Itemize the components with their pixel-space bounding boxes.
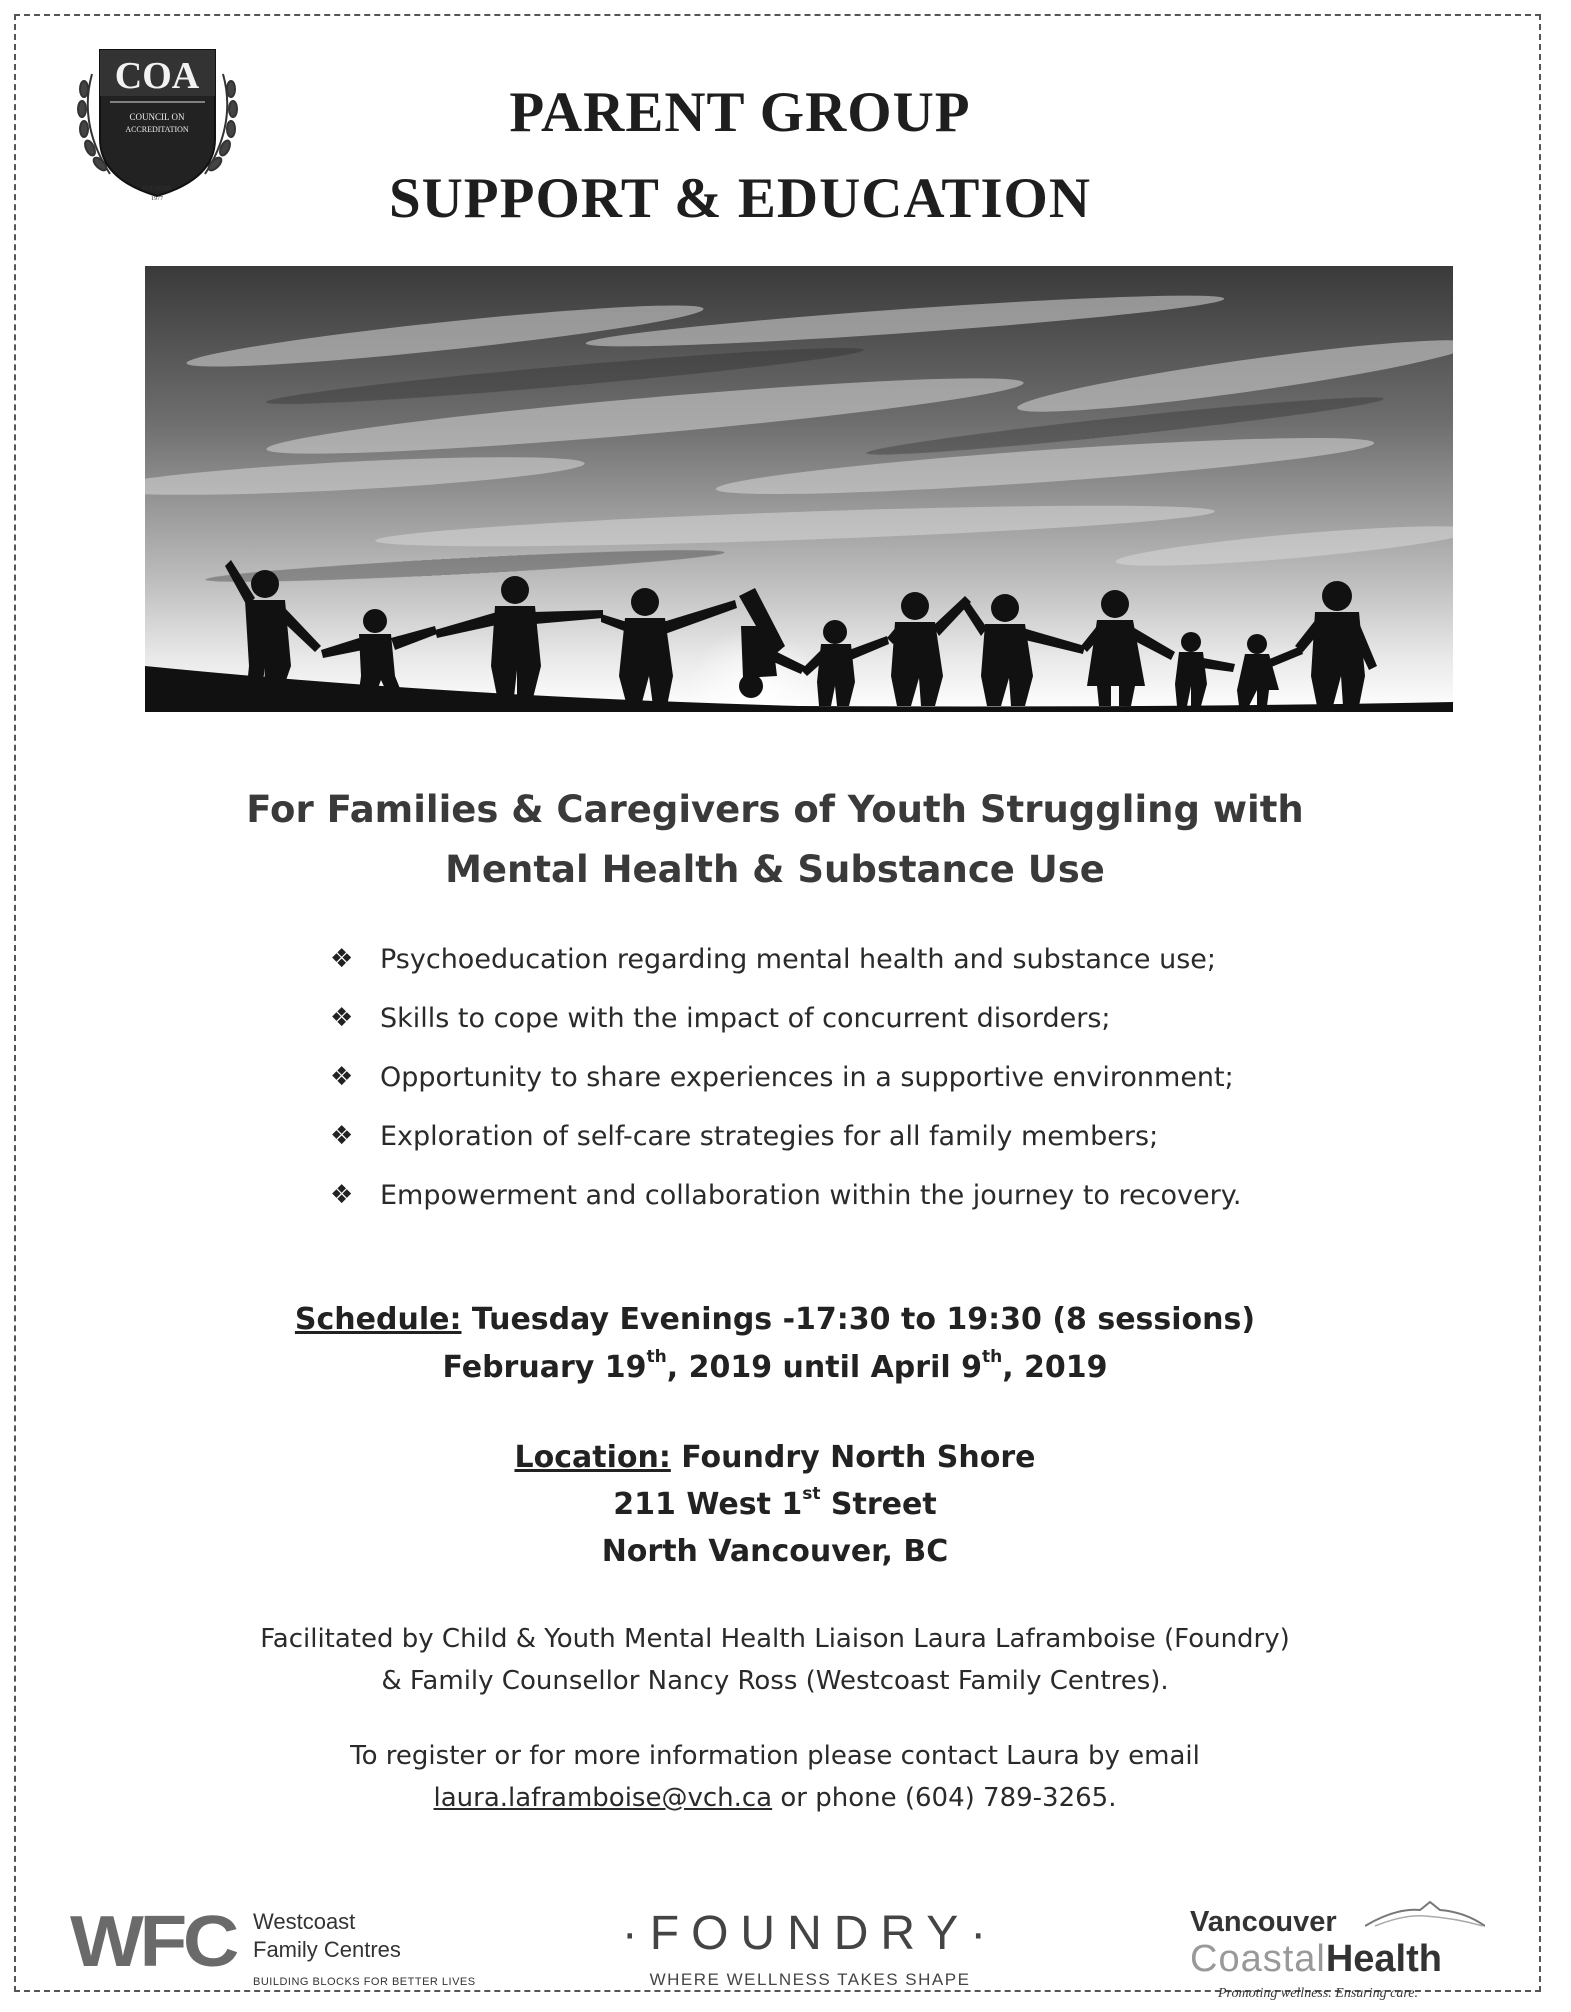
- subtitle: [200, 780, 1350, 900]
- street-name: Street: [820, 1487, 937, 1522]
- wfc-tagline: BUILDING BLOCKS FOR BETTER LIVES: [253, 1976, 476, 1988]
- street-number: 211 West 1: [613, 1487, 803, 1522]
- subtitle-line-2: Mental Health & Substance Use: [445, 848, 1105, 891]
- contact-info: [200, 1735, 1350, 1819]
- location: [200, 1434, 1350, 1575]
- list-item: [330, 1048, 1330, 1107]
- bullet-text: Opportunity to share experiences in a supportive environment;: [380, 1062, 1234, 1093]
- vch-logo: [1180, 1898, 1520, 2001]
- coa-year: 1977: [151, 196, 163, 202]
- email-link[interactable]: laura.laframboise@vch.ca: [433, 1783, 773, 1813]
- coa-logo: [70, 44, 245, 204]
- coa-line1: COUNCIL ON: [129, 112, 185, 122]
- coa-founded: FOUNDED: [142, 186, 172, 192]
- location-name: Foundry North Shore: [670, 1440, 1036, 1475]
- subtitle-line-1: For Families & Caregivers of Youth Struggling with: [246, 788, 1304, 831]
- vch-line-2: [1190, 1938, 1442, 1981]
- bullet-text: Psychoeducation regarding mental health and substance use;: [380, 944, 1217, 975]
- list-item: [330, 1107, 1330, 1166]
- date-end: , 2019: [1002, 1350, 1108, 1385]
- contact-line-1: To register or for more information please contact Laura by email: [350, 1741, 1200, 1771]
- wfc-logo: [70, 1900, 490, 1990]
- diamond-bullet-icon: ❖: [330, 1121, 354, 1151]
- date-start: February 19: [442, 1350, 647, 1385]
- location-city: North Vancouver, BC: [601, 1534, 949, 1569]
- wfc-name-line-1: Westcoast: [253, 1909, 356, 1934]
- schedule-text: Tuesday Evenings -17:30 to 19:30 (8 sessions): [461, 1302, 1256, 1337]
- coa-line2: ACCREDITATION: [125, 125, 189, 134]
- list-item: [330, 1166, 1330, 1225]
- bullet-text: Skills to cope with the impact of concurrent disorders;: [380, 1003, 1111, 1034]
- diamond-bullet-icon: ❖: [330, 1003, 354, 1033]
- coa-letters: COA: [114, 55, 200, 97]
- foundry-tagline: WHERE WELLNESS TAKES SHAPE: [649, 1970, 971, 1989]
- vch-coastal: Coastal: [1190, 1938, 1326, 1980]
- location-line: [200, 1434, 1350, 1481]
- list-item: [330, 930, 1330, 989]
- wfc-letters: WFC: [70, 1908, 239, 1970]
- date-end-suffix: th: [981, 1347, 1003, 1367]
- title-line-1: PARENT GROUP: [509, 81, 971, 144]
- date-start-suffix: th: [646, 1347, 667, 1367]
- location-street: [200, 1481, 1350, 1528]
- facilitators: [200, 1618, 1350, 1702]
- vch-line-1: Vancouver: [1190, 1906, 1337, 1938]
- bullet-list: [330, 930, 1330, 1225]
- diamond-bullet-icon: ❖: [330, 944, 354, 974]
- header-photo: [145, 266, 1453, 712]
- mountain-icon: [1365, 1898, 1485, 1928]
- schedule-dates: [200, 1344, 1350, 1392]
- facilitators-line-1: Facilitated by Child & Youth Mental Health Liaison Laura Laframboise (Foundry): [260, 1624, 1290, 1654]
- schedule: [200, 1296, 1350, 1392]
- wfc-letters-graphic: [70, 1908, 240, 1970]
- facilitators-line-2: & Family Counsellor Nancy Ross (Westcoast Family Centres).: [381, 1666, 1169, 1696]
- vch-tagline: Promoting wellness. Ensuring care.: [1218, 1986, 1419, 2001]
- schedule-line: [200, 1296, 1350, 1344]
- diamond-bullet-icon: ❖: [330, 1062, 354, 1092]
- vch-health: Health: [1325, 1938, 1442, 1980]
- page-title: [300, 70, 1180, 242]
- wfc-name-line-2: Family Centres: [253, 1937, 401, 1962]
- schedule-label: Schedule:: [294, 1302, 462, 1337]
- bullet-text: Empowerment and collaboration within the journey to recovery.: [380, 1180, 1242, 1211]
- wfc-name: [253, 1908, 401, 1964]
- location-label: Location:: [514, 1440, 671, 1475]
- foundry-logo: [620, 1906, 1000, 1990]
- contact-phone-text: or phone (604) 789-3265.: [772, 1783, 1117, 1813]
- diamond-bullet-icon: ❖: [330, 1180, 354, 1210]
- title-line-2: SUPPORT & EDUCATION: [388, 167, 1092, 230]
- street-suffix: st: [802, 1484, 821, 1504]
- date-middle: , 2019 until April 9: [666, 1350, 982, 1385]
- contact-line-2: [200, 1777, 1350, 1819]
- foundry-name: ·FOUNDRY·: [621, 1907, 999, 1960]
- list-item: [330, 989, 1330, 1048]
- bullet-text: Exploration of self-care strategies for all family members;: [380, 1121, 1159, 1152]
